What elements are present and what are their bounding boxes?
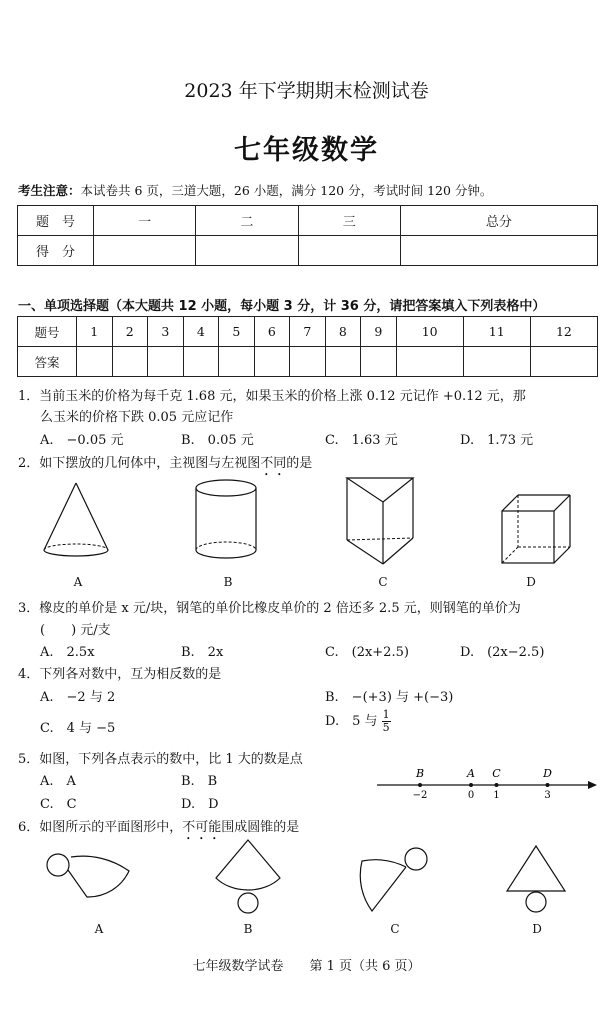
number-line-tick-label: 3 <box>544 790 551 801</box>
fraction-numerator: 1 <box>382 708 390 721</box>
q2-stem-emphasis: 不同 <box>260 456 287 471</box>
number-line-point-label: C <box>492 767 501 780</box>
question-number-cell: 1 <box>77 317 113 347</box>
question-number-cell: 10 <box>396 317 463 347</box>
q3-stem-line2: ( ) 元/支 <box>40 623 111 638</box>
q3-stem-line1: 3．橡皮的单价是 x 元/块，钢笔的单价比橡皮单价的 2 倍还多 2.5 元，则钢笔的单价为 <box>18 601 521 616</box>
cone-figure[interactable] <box>40 480 115 560</box>
answer-cell[interactable] <box>396 347 463 377</box>
answer-cell[interactable] <box>112 347 148 377</box>
question-number-cell: 3 <box>148 317 184 347</box>
answer-table-number-row <box>18 317 598 347</box>
answer-cell[interactable] <box>530 347 597 377</box>
answer-header-label: 题号 <box>18 317 77 347</box>
answer-cell[interactable] <box>183 347 219 377</box>
score-table-header-row <box>18 206 598 236</box>
q4-option-b[interactable]: B. −(+3) 与 +(−3) <box>325 690 454 705</box>
q2-label-a: A <box>73 575 83 589</box>
score-table-score-row <box>18 236 598 266</box>
fraction-denominator: 5 <box>382 721 390 734</box>
one-fifth-fraction <box>382 709 391 734</box>
q4-option-d[interactable] <box>325 709 391 734</box>
cylinder-figure[interactable] <box>193 478 263 568</box>
question-number-cell: 8 <box>325 317 361 347</box>
q2-label-c: C <box>378 575 388 589</box>
answer-cell[interactable] <box>219 347 255 377</box>
q3-option-a[interactable]: A. 2.5x <box>40 645 95 660</box>
score-table <box>17 205 598 266</box>
question-number-cell: 6 <box>254 317 290 347</box>
question-number-cell: 7 <box>290 317 326 347</box>
question-number-cell: 5 <box>219 317 255 347</box>
answer-table <box>17 316 598 377</box>
number-line-point-label: B <box>415 767 425 780</box>
q1-option-a[interactable]: A. −0.05 元 <box>40 433 124 448</box>
q6-label-b: B <box>243 922 253 936</box>
q6-label-c: C <box>390 922 400 936</box>
q4-option-d-prefix: D. 5 与 <box>325 714 378 729</box>
q5-option-d[interactable]: D. D <box>181 797 219 812</box>
subject-title: 七年级数学 <box>234 135 379 166</box>
question-number-cell: 9 <box>361 317 397 347</box>
number-line-tick-label: 1 <box>493 790 500 801</box>
number-line-point-label: A <box>467 767 475 780</box>
exam-notice <box>18 181 492 199</box>
q5-option-b[interactable]: B. B <box>181 774 218 789</box>
number-line-point-C <box>495 783 499 787</box>
score-header-cell: 一 <box>94 206 196 236</box>
answer-table-answer-row <box>18 347 598 377</box>
score-header-cell: 二 <box>196 206 298 236</box>
score-row-label: 得 分 <box>18 236 94 266</box>
answer-row-label: 答案 <box>18 347 77 377</box>
number-line-tick-label: 0 <box>467 790 475 801</box>
q2-label-b: B <box>223 575 233 589</box>
answer-cell[interactable] <box>325 347 361 377</box>
question-number-cell: 12 <box>530 317 597 347</box>
notice-text: 本试卷共 6 页，三道大题，26 小题，满分 120 分，考试时间 120 分钟。 <box>80 183 493 198</box>
number-line-point-A <box>469 783 473 787</box>
triangular-prism-figure[interactable] <box>343 474 423 569</box>
number-line-point-D <box>546 783 550 787</box>
score-cell[interactable] <box>298 236 400 266</box>
notice-label: 考生注意： <box>18 183 81 198</box>
question-number-cell: 11 <box>463 317 530 347</box>
q6-stem-emphasis: 不可能 <box>182 820 222 835</box>
score-header-cell: 总分 <box>400 206 597 236</box>
q3-option-d[interactable]: D. (2x−2.5) <box>460 645 545 660</box>
q2-stem-pre: 2．如下摆放的几何体中，主视图与左视图 <box>18 456 261 471</box>
q1-stem-line2: 么玉米的价格下跌 0.05 元应记作 <box>40 410 234 425</box>
q6-stem-pre: 6．如图所示的平面图形中， <box>18 820 183 835</box>
q2-stem-post: 的是 <box>286 456 313 471</box>
sector-with-circle-c[interactable] <box>358 845 438 920</box>
triangle-with-circle-d[interactable] <box>505 843 570 918</box>
q3-option-c[interactable]: C. (2x+2.5) <box>325 645 409 660</box>
q6-label-d: D <box>532 922 542 936</box>
q2-label-d: D <box>526 575 536 589</box>
q4-stem: 4．下列各对数中，互为相反数的是 <box>18 667 222 682</box>
q3-option-b[interactable]: B. 2x <box>181 645 224 660</box>
score-header-cell: 三 <box>298 206 400 236</box>
number-line-point-label: D <box>543 767 552 780</box>
q1-option-b[interactable]: B. 0.05 元 <box>181 433 254 448</box>
score-cell[interactable] <box>94 236 196 266</box>
sector-with-circle-b[interactable] <box>212 838 287 918</box>
q5-option-a[interactable]: A. A <box>40 774 76 789</box>
number-line-tick-label: −2 <box>412 790 428 801</box>
q4-option-c[interactable]: C. 4 与 −5 <box>40 721 116 736</box>
q5-stem: 5．如图，下列各点表示的数中，比 1 大的数是点 <box>18 752 303 767</box>
answer-cell[interactable] <box>254 347 290 377</box>
score-cell[interactable] <box>196 236 298 266</box>
exam-title: 2023 年下学期期末检测试卷 <box>184 80 429 102</box>
q4-option-a[interactable]: A. −2 与 2 <box>40 690 116 705</box>
sector-with-circle-a[interactable] <box>45 845 135 920</box>
q6-label-a: A <box>94 922 104 936</box>
q6-stem-post: 围成圆锥的是 <box>221 820 300 835</box>
score-header-cell: 题 号 <box>18 206 94 236</box>
number-line-figure <box>375 765 600 805</box>
q1-stem-line1: 1．当前玉米的价格为每千克 1.68 元，如果玉米的价格上涨 0.12 元记作 +0.12 元，那 <box>18 389 526 404</box>
cube-figure[interactable] <box>500 493 575 568</box>
question-number-cell: 2 <box>112 317 148 347</box>
number-line-point-B <box>418 783 422 787</box>
question-number-cell: 4 <box>183 317 219 347</box>
section-title: 一、单项选择题（本大题共 12 小题，每小题 3 分，计 36 分，请把答案填入下列表格中） <box>18 299 546 314</box>
q1-option-c[interactable]: C. 1.63 元 <box>325 433 398 448</box>
answer-cell[interactable] <box>148 347 184 377</box>
answer-cell[interactable] <box>361 347 397 377</box>
number-line-arrow-icon <box>588 781 597 789</box>
q2-stem <box>18 452 312 479</box>
answer-cell[interactable] <box>290 347 326 377</box>
q5-option-c[interactable]: C. C <box>40 797 77 812</box>
page-footer: 七年级数学试卷 第 1 页（共 6 页） <box>192 959 421 974</box>
answer-cell[interactable] <box>77 347 113 377</box>
answer-cell[interactable] <box>463 347 530 377</box>
q1-option-d[interactable]: D. 1.73 元 <box>460 433 534 448</box>
score-cell[interactable] <box>400 236 597 266</box>
